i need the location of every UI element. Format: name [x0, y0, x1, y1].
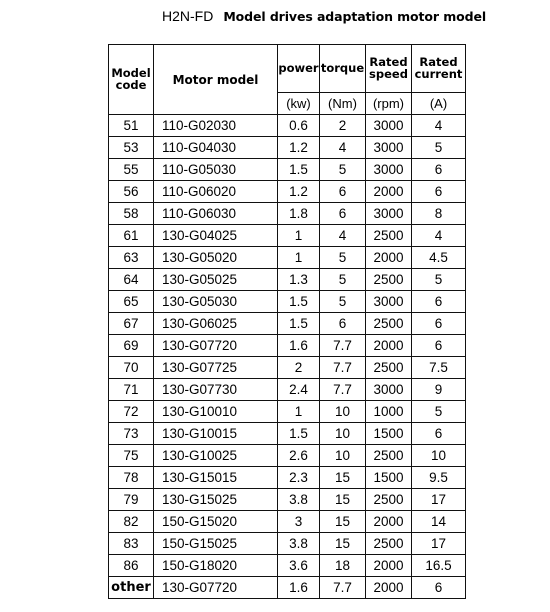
table-row — [109, 335, 466, 357]
model-code-cell: 56 — [109, 181, 154, 203]
rated-speed-cell: 2000 — [366, 247, 412, 269]
rated-speed-cell: 3000 — [366, 291, 412, 313]
motor-model-cell: 130-G10015 — [154, 423, 278, 445]
power-cell: 1.2 — [278, 181, 320, 203]
rated-current-cell: 9 — [412, 379, 466, 401]
torque-cell: 4 — [320, 225, 366, 247]
model-code-cell: 58 — [109, 203, 154, 225]
motor-model-cell: 130-G15025 — [154, 489, 278, 511]
torque-cell: 6 — [320, 313, 366, 335]
page-title — [162, 8, 492, 24]
torque-cell: 5 — [320, 269, 366, 291]
torque-cell: 4 — [320, 137, 366, 159]
header-torque: torque — [320, 45, 366, 93]
motor-model-cell: 110-G06030 — [154, 203, 278, 225]
header-motor-model: Motor model — [154, 45, 278, 115]
unit-rated-speed: (rpm) — [366, 93, 412, 115]
rated-current-cell: 16.5 — [412, 555, 466, 577]
model-code-cell: 75 — [109, 445, 154, 467]
torque-cell: 2 — [320, 115, 366, 137]
model-code-cell: 86 — [109, 555, 154, 577]
table-row — [109, 533, 466, 555]
rated-speed-cell: 3000 — [366, 159, 412, 181]
rated-speed-cell: 2500 — [366, 225, 412, 247]
rated-current-cell: 10 — [412, 445, 466, 467]
table-row — [109, 159, 466, 181]
header-rated-current: Rated current — [412, 45, 466, 93]
table-row — [109, 511, 466, 533]
header-power: power — [278, 45, 320, 93]
torque-cell: 7.7 — [320, 379, 366, 401]
power-cell: 1.5 — [278, 313, 320, 335]
power-cell: 2.3 — [278, 467, 320, 489]
motor-model-cell: 110-G06020 — [154, 181, 278, 203]
rated-current-cell: 6 — [412, 291, 466, 313]
unit-torque: (Nm) — [320, 93, 366, 115]
torque-cell: 10 — [320, 423, 366, 445]
motor-model-cell: 130-G05025 — [154, 269, 278, 291]
rated-current-cell: 8 — [412, 203, 466, 225]
torque-cell: 5 — [320, 291, 366, 313]
rated-speed-cell: 3000 — [366, 137, 412, 159]
torque-cell: 18 — [320, 555, 366, 577]
rated-current-cell: 5 — [412, 269, 466, 291]
rated-current-cell: 9.5 — [412, 467, 466, 489]
rated-current-cell: 17 — [412, 489, 466, 511]
table-row — [109, 137, 466, 159]
rated-speed-cell: 2500 — [366, 489, 412, 511]
unit-rated-current: (A) — [412, 93, 466, 115]
power-cell: 1.6 — [278, 335, 320, 357]
rated-current-cell: 5 — [412, 137, 466, 159]
table-row — [109, 247, 466, 269]
model-code-cell: 61 — [109, 225, 154, 247]
unit-power: (kw) — [278, 93, 320, 115]
rated-speed-cell: 3000 — [366, 379, 412, 401]
table-row — [109, 203, 466, 225]
table-row — [109, 467, 466, 489]
model-code-cell: 72 — [109, 401, 154, 423]
rated-speed-cell: 3000 — [366, 115, 412, 137]
table-row — [109, 423, 466, 445]
model-code-cell: other — [109, 577, 154, 599]
model-code-cell: 53 — [109, 137, 154, 159]
rated-current-cell: 5 — [412, 401, 466, 423]
torque-cell: 7.7 — [320, 335, 366, 357]
motor-model-cell: 130-G07725 — [154, 357, 278, 379]
motor-model-cell: 110-G04030 — [154, 137, 278, 159]
torque-cell: 15 — [320, 467, 366, 489]
model-code-cell: 73 — [109, 423, 154, 445]
rated-current-cell: 6 — [412, 335, 466, 357]
model-code-cell: 70 — [109, 357, 154, 379]
motor-model-cell: 130-G10025 — [154, 445, 278, 467]
torque-cell: 7.7 — [320, 357, 366, 379]
power-cell: 1.3 — [278, 269, 320, 291]
motor-model-cell: 130-G10010 — [154, 401, 278, 423]
torque-cell: 5 — [320, 247, 366, 269]
motor-model-cell: 110-G05030 — [154, 159, 278, 181]
torque-cell: 15 — [320, 533, 366, 555]
power-cell: 3 — [278, 511, 320, 533]
motor-model-cell: 150-G18020 — [154, 555, 278, 577]
torque-cell: 10 — [320, 445, 366, 467]
motor-spec-table — [108, 44, 466, 599]
torque-cell: 15 — [320, 489, 366, 511]
rated-speed-cell: 3000 — [366, 203, 412, 225]
torque-cell: 10 — [320, 401, 366, 423]
torque-cell: 6 — [320, 203, 366, 225]
rated-current-cell: 6 — [412, 313, 466, 335]
motor-model-cell: 150-G15020 — [154, 511, 278, 533]
model-code-cell: 69 — [109, 335, 154, 357]
rated-speed-cell: 2500 — [366, 357, 412, 379]
motor-model-cell: 150-G15025 — [154, 533, 278, 555]
table-row — [109, 577, 466, 599]
motor-model-cell: 130-G15015 — [154, 467, 278, 489]
motor-model-cell: 130-G07720 — [154, 577, 278, 599]
torque-cell: 7.7 — [320, 577, 366, 599]
power-cell: 3.8 — [278, 533, 320, 555]
model-code-cell: 55 — [109, 159, 154, 181]
model-code-cell: 65 — [109, 291, 154, 313]
rated-speed-cell: 2000 — [366, 181, 412, 203]
rated-speed-cell: 2500 — [366, 313, 412, 335]
model-code-cell: 67 — [109, 313, 154, 335]
power-cell: 2.6 — [278, 445, 320, 467]
power-cell: 0.6 — [278, 115, 320, 137]
rated-current-cell: 6 — [412, 577, 466, 599]
model-code-cell: 63 — [109, 247, 154, 269]
rated-speed-cell: 1000 — [366, 401, 412, 423]
table-row — [109, 555, 466, 577]
rated-speed-cell: 1500 — [366, 467, 412, 489]
motor-model-cell: 110-G02030 — [154, 115, 278, 137]
table-row — [109, 357, 466, 379]
header-rated-speed: Rated speed — [366, 45, 412, 93]
table-body — [109, 115, 466, 599]
rated-speed-cell: 2500 — [366, 533, 412, 555]
rated-speed-cell: 2000 — [366, 577, 412, 599]
model-code-cell: 82 — [109, 511, 154, 533]
rated-current-cell: 6 — [412, 159, 466, 181]
rated-speed-cell: 2500 — [366, 269, 412, 291]
model-code-cell: 78 — [109, 467, 154, 489]
motor-model-cell: 130-G05030 — [154, 291, 278, 313]
power-cell: 2 — [278, 357, 320, 379]
power-cell: 1 — [278, 225, 320, 247]
table-row — [109, 225, 466, 247]
rated-current-cell: 4.5 — [412, 247, 466, 269]
rated-current-cell: 6 — [412, 181, 466, 203]
power-cell: 3.6 — [278, 555, 320, 577]
power-cell: 1 — [278, 247, 320, 269]
header-model-code: Model code — [109, 45, 154, 115]
rated-current-cell: 6 — [412, 423, 466, 445]
rated-speed-cell: 2500 — [366, 445, 412, 467]
table-row — [109, 313, 466, 335]
motor-model-cell: 130-G07720 — [154, 335, 278, 357]
torque-cell: 6 — [320, 181, 366, 203]
power-cell: 1 — [278, 401, 320, 423]
rated-current-cell: 4 — [412, 225, 466, 247]
rated-current-cell: 17 — [412, 533, 466, 555]
table-row — [109, 269, 466, 291]
rated-current-cell: 14 — [412, 511, 466, 533]
motor-model-cell: 130-G06025 — [154, 313, 278, 335]
rated-speed-cell: 2000 — [366, 555, 412, 577]
rated-speed-cell: 2000 — [366, 335, 412, 357]
rated-current-cell: 4 — [412, 115, 466, 137]
table-row — [109, 115, 466, 137]
power-cell: 1.5 — [278, 159, 320, 181]
power-cell: 1.5 — [278, 423, 320, 445]
motor-model-cell: 130-G04025 — [154, 225, 278, 247]
model-code-cell: 79 — [109, 489, 154, 511]
model-code-cell: 83 — [109, 533, 154, 555]
rated-speed-cell: 1500 — [366, 423, 412, 445]
power-cell: 1.5 — [278, 291, 320, 313]
table-row — [109, 489, 466, 511]
model-code-cell: 71 — [109, 379, 154, 401]
table-row — [109, 291, 466, 313]
model-code-cell: 64 — [109, 269, 154, 291]
power-cell: 1.2 — [278, 137, 320, 159]
rated-current-cell: 7.5 — [412, 357, 466, 379]
torque-cell: 5 — [320, 159, 366, 181]
table-row — [109, 445, 466, 467]
power-cell: 1.8 — [278, 203, 320, 225]
rated-speed-cell: 2000 — [366, 511, 412, 533]
table-row — [109, 379, 466, 401]
table-row — [109, 181, 466, 203]
motor-model-cell: 130-G07730 — [154, 379, 278, 401]
power-cell: 1.6 — [278, 577, 320, 599]
table-row — [109, 401, 466, 423]
model-code-cell: 51 — [109, 115, 154, 137]
power-cell: 3.8 — [278, 489, 320, 511]
drive-model-code: H2N-FD — [162, 8, 214, 24]
title-text: Model drives adaptation motor model — [223, 9, 487, 24]
motor-model-cell: 130-G05020 — [154, 247, 278, 269]
torque-cell: 15 — [320, 511, 366, 533]
power-cell: 2.4 — [278, 379, 320, 401]
